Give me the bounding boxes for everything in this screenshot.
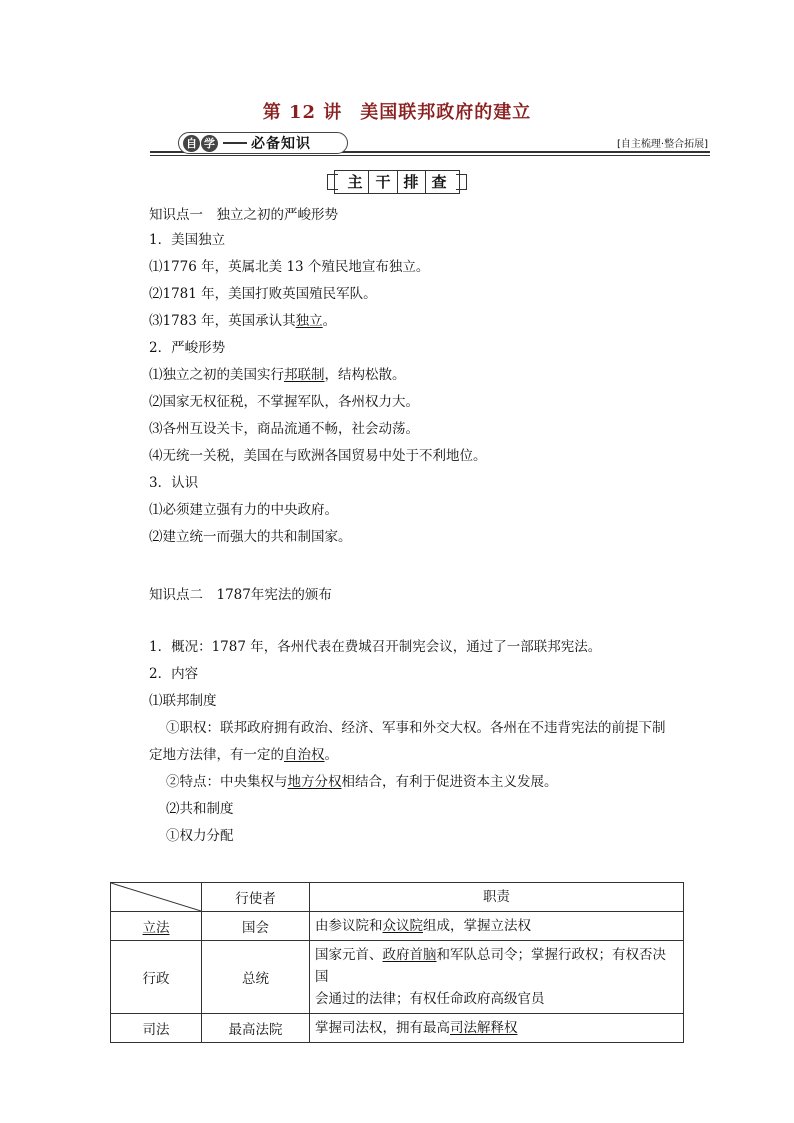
k2-s2-1: ⑴联邦制度 — [149, 693, 217, 709]
k2-p1a: ①职权：联邦政府拥有政治、经济、军事和外交大权。各州在不违背宪法的前提下制 — [166, 720, 666, 736]
self-study-badge: 自 — [183, 135, 200, 152]
lesson-number: 第 12 讲 — [262, 102, 343, 123]
k1-heading: 知识点一 独立之初的严峻形势 — [149, 207, 338, 223]
branch-cell: 立法 — [111, 912, 202, 941]
table-header-cell: 行使者 — [202, 883, 310, 912]
stamp-char: 查 — [431, 173, 447, 191]
banner-dash — [223, 142, 247, 144]
k2-s1: 1．概况：1787 年，各州代表在费城召开制宪会议，通过了一部联邦宪法。 — [149, 639, 602, 655]
actor-cell: 总统 — [202, 941, 310, 1014]
banner-heading: 必备知识 — [251, 136, 311, 152]
duty-cell: 由参议院和众议院组成，掌握立法权 — [310, 912, 684, 941]
table-row — [111, 912, 684, 941]
section-banner — [150, 132, 710, 158]
duty-cell: 国家元首、政府首脑和军队总司令；掌握行政权；有权否决国 会通过的法律；有权任命政府高级官员 — [310, 941, 684, 1014]
underlined-term: 司法解释权 — [450, 1020, 518, 1036]
page-title — [0, 98, 794, 124]
self-study-badge-2: 学 — [201, 135, 218, 152]
k1-s2-1: ⑴独立之初的美国实行邦联制，结构松散。 — [149, 367, 406, 383]
table-row — [111, 1014, 684, 1043]
actor-cell: 国会 — [202, 912, 310, 941]
branch-cell: 行政 — [111, 941, 202, 1014]
table-row — [111, 941, 684, 1014]
k1-s3-1: ⑴必须建立强有力的中央政府。 — [149, 502, 338, 518]
k1-s3: 3．认识 — [149, 475, 199, 491]
duty-cell: 掌握司法权，拥有最高司法解释权 — [310, 1014, 684, 1043]
section-stamp — [0, 170, 794, 194]
k2-p2: ②特点：中央集权与地方分权相结合，有利于促进资本主义发展。 — [166, 774, 558, 790]
underlined-term: 独立 — [295, 313, 323, 329]
banner-pill — [178, 132, 348, 154]
underlined-term: 政府首脑 — [382, 947, 437, 963]
k1-s2: 2．严峻形势 — [149, 340, 226, 356]
underlined-term: 邦联制 — [284, 367, 325, 383]
underlined-term: 众议院 — [382, 918, 423, 934]
k2-s2-2: ⑵共和制度 — [166, 801, 234, 817]
k1-s2-2: ⑵国家无权征税，不掌握军队，各州权力大。 — [149, 394, 419, 410]
k1-s1-3: ⑶1783 年，英国承认其独立。 — [149, 313, 337, 329]
k1-s3-2: ⑵建立统一而强大的共和制国家。 — [149, 529, 352, 545]
stamp-char: 主 — [341, 171, 369, 193]
k1-s1: 1．美国独立 — [149, 232, 226, 248]
underlined-term: 地方分权 — [287, 774, 342, 790]
stamp-box — [334, 170, 459, 194]
lesson-name: 美国联邦政府的建立 — [360, 102, 532, 123]
k1-s2-4: ⑷无统一关税，美国在与欧洲各国贸易中处于不利地位。 — [149, 448, 487, 464]
k2-s2: 2．内容 — [149, 666, 199, 682]
table-header-cell: 职责 — [310, 883, 684, 912]
stamp-char: 排 — [398, 171, 426, 193]
k2-heading: 知识点二 1787年宪法的颁布 — [149, 587, 332, 603]
stamp-char: 干 — [369, 171, 397, 193]
k1-s1-1: ⑴1776 年，英属北美 13 个殖民地宣布独立。 — [149, 259, 430, 275]
diagonal-line — [111, 883, 201, 911]
k2-p1b: 定地方法律，有一定的自治权。 — [149, 747, 338, 763]
k2-p3: ①权力分配 — [166, 828, 234, 844]
table-corner-cell — [111, 883, 202, 912]
actor-cell: 最高法院 — [202, 1014, 310, 1043]
k1-s2-3: ⑶各州互设关卡，商品流通不畅，社会动荡。 — [149, 421, 419, 437]
table-header-row — [111, 883, 684, 912]
underlined-term: 自治权 — [284, 747, 325, 763]
power-table — [110, 882, 684, 1043]
banner-rule-thin — [150, 155, 710, 156]
k1-s1-2: ⑵1781 年，美国打败英国殖民军队。 — [149, 286, 377, 302]
branch-cell: 司法 — [111, 1014, 202, 1043]
banner-tag: [自主梳理·整合拓展] — [615, 135, 710, 150]
